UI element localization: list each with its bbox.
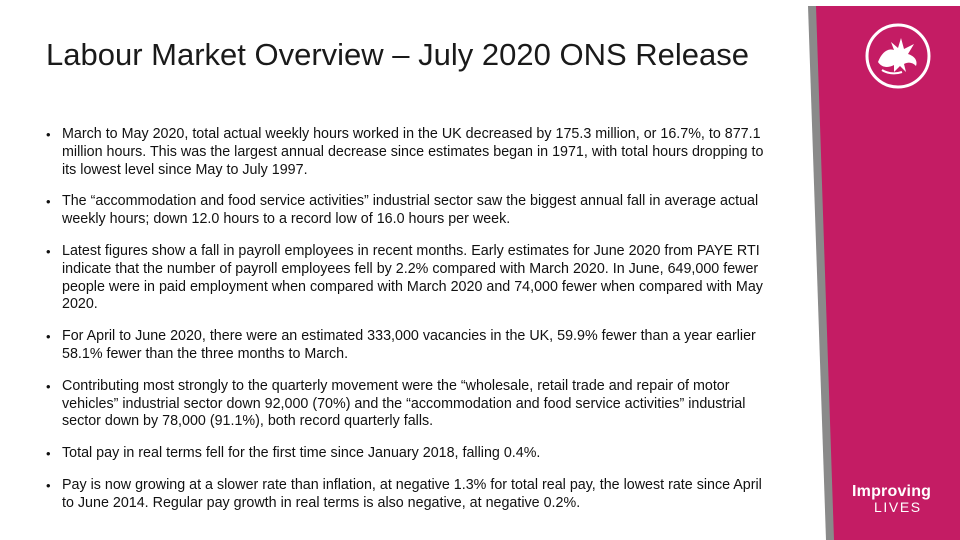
welsh-dragon-icon: [864, 22, 932, 90]
bullet-text: Total pay in real terms fell for the first time since January 2018, falling 0.4%.: [62, 445, 541, 462]
bullet-marker: •: [46, 477, 51, 493]
list-item: [46, 477, 776, 513]
bullet-marker: •: [46, 378, 51, 394]
improving-lives-logo: [852, 484, 948, 515]
bullet-text: The “accommodation and food service activities” industrial sector saw the biggest annual fall in average actual weekly hours; down 12.0 hours to a record low of 16.0 hours per week.: [62, 193, 759, 228]
slide-title: Labour Market Overview – July 2020 ONS Release: [46, 37, 749, 72]
bullet-text: Pay is now growing at a slower rate than inflation, at negative 1.3% for total real pay, the lowest rate since April to June 2014. Regular pay growth in real terms is also negative, at negative 0.2%.: [62, 476, 762, 511]
bullet-text: March to May 2020, total actual weekly hours worked in the UK decreased by 175.3 million, or 16.7%, to 877.1 million hours. This was the largest annual decrease since estimates began in 1971, with total hours dropping to its lowest level since May to July 1997.: [62, 126, 764, 178]
list-item: [46, 445, 776, 463]
bullet-text: Contributing most strongly to the quarterly movement were the “wholesale, retail trade and repair of motor vehicles” industrial sector down 92,000 (70%) and the “accommodation and food service activities” industrial sector down by 78,000 (91.1%), both record quarterly falls.: [62, 377, 746, 430]
bullet-text: For April to June 2020, there were an estimated 333,000 vacancies in the UK, 59.9% fewer than a year earlier 58.1% fewer than the three months to March.: [62, 328, 756, 362]
bullet-marker: •: [46, 194, 51, 210]
list-item: [46, 193, 776, 229]
bullet-marker: •: [46, 243, 51, 259]
list-item: [46, 378, 776, 431]
list-item: [46, 328, 776, 364]
bullet-marker: •: [46, 446, 51, 462]
bullet-marker: •: [46, 127, 51, 142]
brand-line-lives: LIVES: [874, 499, 922, 515]
brand-line-improving: Improving: [852, 483, 932, 500]
bullet-list: [46, 126, 776, 527]
bullet-text: Latest figures show a fall in payroll employees in recent months. Early estimates for June 2020 from PAYE RTI indicate that the number of payroll employees fell by 2.2% compared with March 2020. In June, 649,000 fewer people were in paid employment when compared with March 2020 and 74,000 fewer when compared with May 2020.: [62, 242, 763, 313]
list-item: [46, 126, 776, 179]
bullet-marker: •: [46, 329, 51, 345]
list-item: [46, 243, 776, 314]
